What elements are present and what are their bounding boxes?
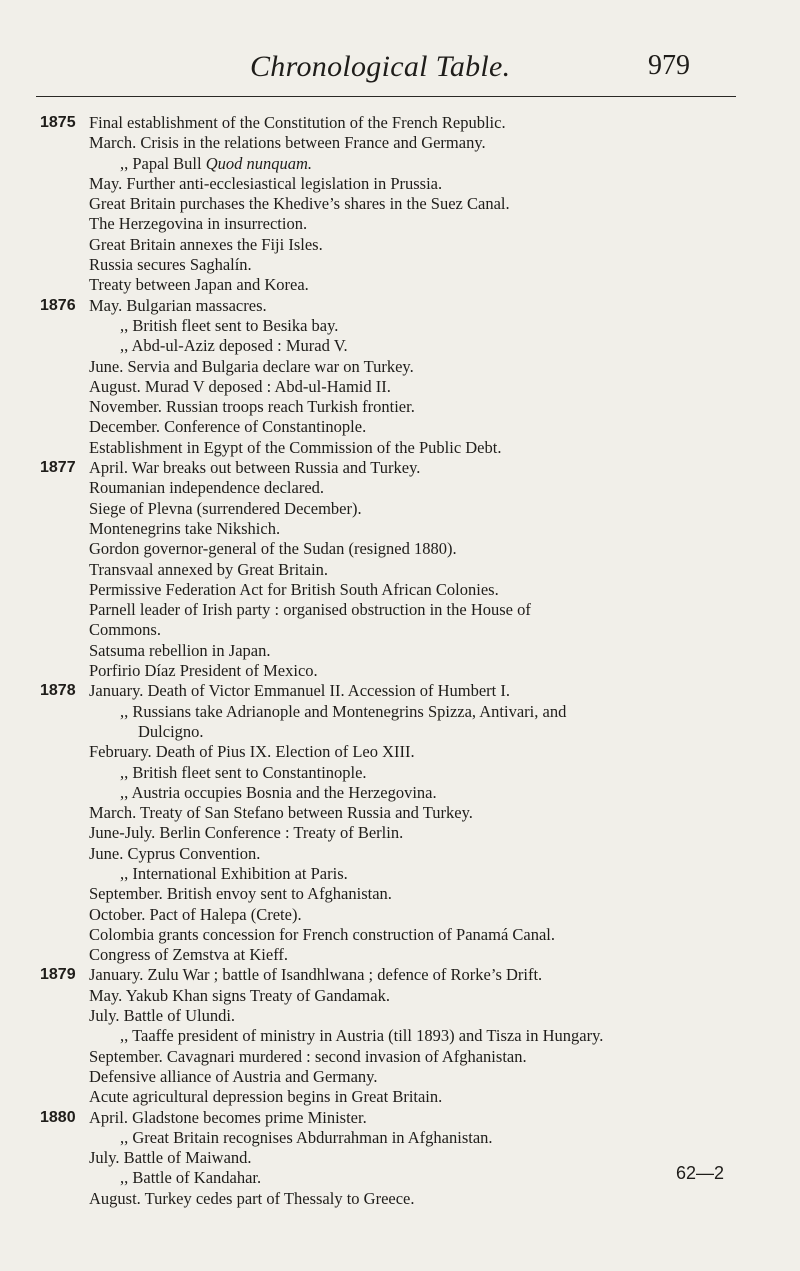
entry-text: June. Cyprus Convention. bbox=[89, 843, 261, 863]
year-label: 1877 bbox=[40, 459, 76, 477]
chronology-line bbox=[40, 823, 760, 843]
running-title: Chronological Table. bbox=[250, 50, 511, 83]
entry-text: August. Turkey cedes part of Thessaly to Greece. bbox=[89, 1188, 415, 1208]
italic-title: Quod nunquam. bbox=[205, 153, 313, 173]
chronology-line bbox=[40, 844, 760, 864]
entry-text: Gordon governor-general of the Sudan (resigned 1880). bbox=[89, 539, 457, 559]
year-label: 1876 bbox=[40, 296, 76, 314]
entry-text: ,, Taaffe president of ministry in Austria (till 1893) and Tisza in Hungary. bbox=[120, 1026, 604, 1046]
chronology-line bbox=[40, 519, 760, 539]
entry-text: November. Russian troops reach Turkish frontier. bbox=[89, 397, 415, 417]
entry-text: Colombia grants concession for French construction of Panamá Canal. bbox=[89, 924, 556, 944]
chronology-line bbox=[40, 133, 760, 153]
chronology-line bbox=[40, 1168, 760, 1188]
year-label: 1875 bbox=[40, 114, 76, 131]
entry-text: Great Britain purchases the Khedive’s shares in the Suez Canal. bbox=[89, 194, 510, 214]
chronology-line bbox=[40, 1189, 760, 1209]
chronology-line bbox=[40, 641, 760, 661]
chronology-line bbox=[40, 174, 760, 194]
chronology-line bbox=[40, 397, 760, 417]
year-label: 1878 bbox=[40, 682, 76, 700]
signature-mark: 62—2 bbox=[676, 1163, 725, 1183]
entry-text: ,, British fleet sent to Besika bay. bbox=[120, 315, 339, 335]
year-label: 1880 bbox=[40, 1108, 76, 1126]
entry-text: June-July. Berlin Conference : Treaty of Berlin. bbox=[89, 823, 404, 843]
chronology-line bbox=[40, 316, 760, 336]
chronology-line bbox=[40, 945, 760, 965]
chronology-line bbox=[40, 702, 760, 722]
entry-text: ,, Austria occupies Bosnia and the Herzegovina. bbox=[120, 782, 437, 802]
year-label: 1879 bbox=[40, 966, 76, 984]
chronology-line bbox=[40, 1047, 760, 1067]
entry-text: February. Death of Pius IX. Election of Leo XIII. bbox=[89, 742, 415, 762]
entry-text: ,, Great Britain recognises Abdurrahman in Afghanistan. bbox=[120, 1127, 493, 1147]
entry-text: September. Cavagnari murdered : second invasion of Afghanistan. bbox=[89, 1046, 527, 1066]
entry-text: January. Death of Victor Emmanuel II. Accession of Humbert I. bbox=[89, 681, 511, 701]
entry-text: Commons. bbox=[89, 620, 161, 640]
entry-text: October. Pact of Halepa (Crete). bbox=[89, 904, 302, 924]
chronology-line bbox=[40, 336, 760, 356]
chronology-line bbox=[40, 1026, 760, 1046]
chronology-line bbox=[40, 296, 760, 316]
entry-text: ,, Battle of Kandahar. bbox=[120, 1168, 262, 1188]
entry-text: January. Zulu War ; battle of Isandhlwana ; defence of Rorke’s Drift. bbox=[89, 965, 543, 985]
chronology-line bbox=[40, 763, 760, 783]
chronology-line bbox=[40, 925, 760, 945]
chronology-line bbox=[40, 864, 760, 884]
entry-text: July. Battle of Ulundi. bbox=[89, 1006, 236, 1026]
chronology-line bbox=[40, 539, 760, 559]
entry-text: ,, Papal Bull Quod nunquam. bbox=[120, 153, 313, 173]
entry-text: Dulcigno. bbox=[138, 721, 204, 741]
entry-text: April. War breaks out between Russia and Turkey. bbox=[89, 458, 421, 478]
chronology-line bbox=[40, 965, 760, 985]
entry-text: ,, Abd-ul-Aziz deposed : Murad V. bbox=[120, 336, 348, 356]
chronology-line bbox=[40, 986, 760, 1006]
entry-text: March. Treaty of San Stefano between Russia and Turkey. bbox=[89, 803, 473, 823]
entry-text: ,, International Exhibition at Paris. bbox=[120, 863, 348, 883]
chronology-line bbox=[40, 803, 760, 823]
chronology-line bbox=[40, 661, 760, 681]
page-number: 979 bbox=[648, 50, 690, 81]
entry-text: Roumanian independence declared. bbox=[89, 478, 325, 498]
chronology-line bbox=[40, 417, 760, 437]
chronology-line bbox=[40, 742, 760, 762]
entry-text: Acute agricultural depression begins in Great Britain. bbox=[89, 1087, 443, 1107]
entry-text: Treaty between Japan and Korea. bbox=[89, 275, 309, 295]
chronology-line bbox=[40, 478, 760, 498]
chronology-line bbox=[40, 1067, 760, 1087]
entry-text: Final establishment of the Constitution of the French Republic. bbox=[89, 113, 506, 132]
entry-text: May. Further anti-ecclesiastical legislation in Prussia. bbox=[89, 173, 443, 193]
chronology-line bbox=[40, 214, 760, 234]
entry-text: The Herzegovina in insurrection. bbox=[89, 214, 308, 234]
chronology-line bbox=[40, 194, 760, 214]
entry-text: Porfirio Díaz President of Mexico. bbox=[89, 661, 318, 681]
chronology-line bbox=[40, 275, 760, 295]
entry-text: August. Murad V deposed : Abd-ul-Hamid II. bbox=[89, 376, 391, 396]
entry-text: December. Conference of Constantinople. bbox=[89, 417, 367, 437]
entry-text: Establishment in Egypt of the Commission of the Public Debt. bbox=[89, 437, 502, 457]
chronology-line bbox=[40, 154, 760, 174]
entry-text: May. Yakub Khan signs Treaty of Gandamak. bbox=[89, 985, 390, 1005]
entry-text: Great Britain annexes the Fiji Isles. bbox=[89, 234, 323, 254]
chronology-line bbox=[40, 1087, 760, 1107]
chronology-line bbox=[40, 620, 760, 640]
chronology-line bbox=[40, 905, 760, 925]
chronology-line bbox=[40, 884, 760, 904]
chronology-line bbox=[40, 722, 760, 742]
chronology-line bbox=[40, 1108, 760, 1128]
entry-text: Transvaal annexed by Great Britain. bbox=[89, 559, 329, 579]
entry-text: April. Gladstone becomes prime Minister. bbox=[89, 1107, 367, 1127]
entry-text: Satsuma rebellion in Japan. bbox=[89, 640, 271, 660]
chronology-line bbox=[40, 499, 760, 519]
chronology-line bbox=[40, 458, 760, 478]
chronology-line bbox=[40, 1128, 760, 1148]
chronology-line bbox=[40, 357, 760, 377]
chronology-line bbox=[40, 235, 760, 255]
chronology-line bbox=[40, 580, 760, 600]
header-rule bbox=[36, 96, 736, 97]
entry-text: June. Servia and Bulgaria declare war on Turkey. bbox=[89, 356, 414, 376]
chronology-line bbox=[40, 113, 760, 133]
entry-text: May. Bulgarian massacres. bbox=[89, 295, 267, 315]
chronology-line bbox=[40, 560, 760, 580]
entry-text: Parnell leader of Irish party : organised obstruction in the House of bbox=[89, 600, 531, 620]
entry-text: ,, Russians take Adrianople and Montenegrins Spizza, Antivari, and bbox=[120, 701, 567, 721]
chronology-line bbox=[40, 783, 760, 803]
entry-text: March. Crisis in the relations between France and Germany. bbox=[89, 133, 486, 153]
chronology-line bbox=[40, 681, 760, 701]
page-header bbox=[250, 50, 690, 90]
entry-text: Permissive Federation Act for British South African Colonies. bbox=[89, 579, 499, 599]
entry-text: ,, British fleet sent to Constantinople. bbox=[120, 762, 367, 782]
chronology-line bbox=[40, 1006, 760, 1026]
entry-text: Congress of Zemstva at Kieff. bbox=[89, 945, 289, 965]
entry-text: September. British envoy sent to Afghanistan. bbox=[89, 884, 392, 904]
chronology-line bbox=[40, 1148, 760, 1168]
chronology-line bbox=[40, 255, 760, 275]
entry-text: Defensive alliance of Austria and Germany. bbox=[89, 1066, 378, 1086]
chronology-line bbox=[40, 600, 760, 620]
entry-text: Russia secures Saghalín. bbox=[89, 255, 252, 275]
entry-text: Montenegrins take Nikshich. bbox=[89, 518, 281, 538]
chronology-line bbox=[40, 438, 760, 458]
entry-text: Siege of Plevna (surrendered December). bbox=[89, 498, 362, 518]
chronology-body bbox=[40, 113, 760, 1209]
chronology-line bbox=[40, 377, 760, 397]
entry-text: July. Battle of Maiwand. bbox=[89, 1148, 252, 1168]
